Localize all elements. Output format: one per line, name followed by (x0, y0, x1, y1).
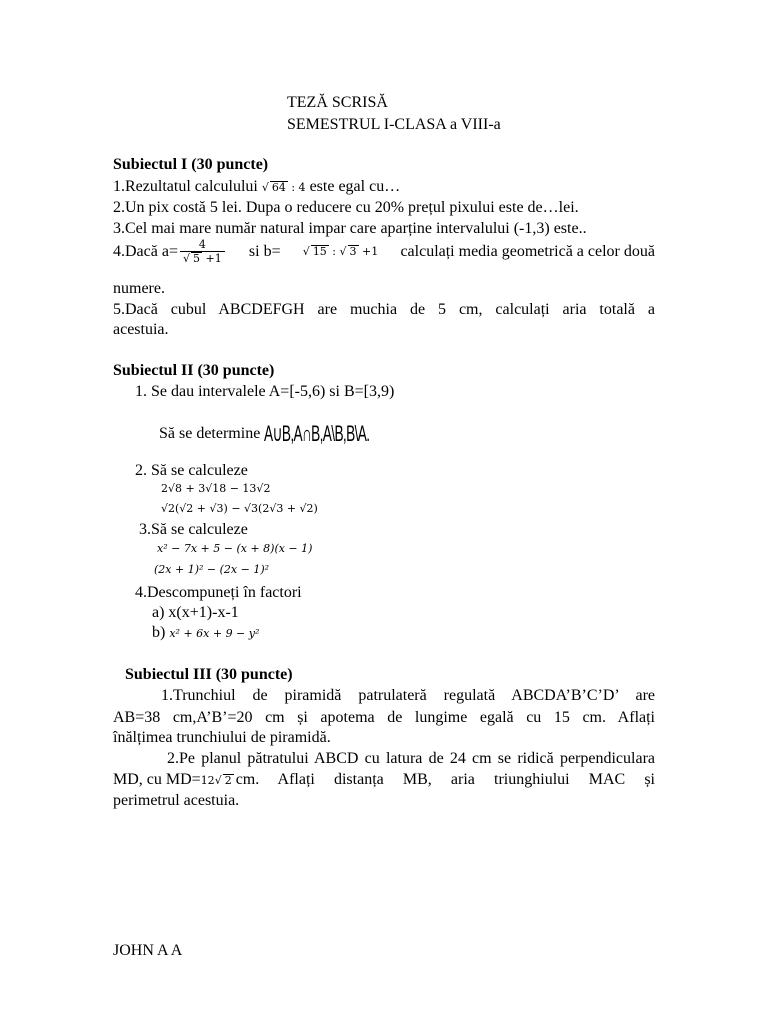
s3-p2-md-coefficient: 12 (200, 773, 215, 787)
s2-item-2-expression-1: 2√8 + 3√18 − 13√2 (161, 482, 271, 495)
s1-q4-b-label: si b= (248, 242, 281, 260)
s1-q1-suffix: este egal cu… (309, 178, 401, 195)
s1-q4-suffix: calculați media geometrică a celor două (400, 242, 655, 260)
s3-p2-suffix: cm. Aflați distanța MB, aria triunghiului MAC și (235, 771, 655, 788)
s2-item-4: 4.Descompuneți în factori (135, 584, 302, 601)
s1-q4-b-rest: +1 (358, 245, 379, 258)
section-2-heading: Subiectul II (30 puncte) (113, 362, 275, 379)
document-subtitle: SEMESTRUL I-CLASA a VIII-a (287, 116, 501, 133)
s1-q4-b-expression (303, 245, 378, 258)
s2-item-2-expression-2: √2(√2 + √3) − √3(2√3 + √2) (161, 502, 318, 515)
s1-question-4-continued: numere. (113, 280, 165, 297)
s3-problem-1-line-3: înălțimea trunchiului de piramidă. (113, 729, 331, 746)
s1-q4-den-radicand: 5 (193, 252, 200, 265)
s1-question-5-line-1: 5.Dacă cubul ABCDEFGH are muchia de 5 cm, calculați aria totală a (113, 301, 655, 318)
s1-question-5-line-2: acestuia. (113, 321, 169, 338)
s1-q4-numerator: 4 (198, 238, 206, 251)
s3-p2-md-value (201, 774, 234, 787)
s2-item-2: 2. Să se calculeze (135, 462, 248, 479)
s1-q1-divisor: : 4 (287, 181, 306, 194)
s2-item-3: 3.Să se calculeze (139, 521, 248, 538)
s2-item-4-b-label: b) (152, 624, 166, 641)
s3-problem-2-line-3: perimetrul acestuia. (113, 792, 240, 809)
s1-q1-expression (262, 181, 306, 194)
s3-problem-1-line-2: AB=38 cm,A’B’=20 cm și apotema de lungime egală cu 15 cm. Aflați (113, 709, 655, 726)
section-1-heading: Subiectul I (30 puncte) (113, 156, 269, 173)
s1-q4-den-rest: +1 (202, 252, 222, 265)
s1-q4-denominator (180, 251, 225, 265)
s2-item-1: 1. Se dau intervalele A=[-5,6) si B=[3,9) (135, 383, 395, 400)
s1-q4-b-radicand-1: 15 (312, 245, 327, 258)
s2-item-1-set-operations: A∪B,A∩B,A\B,B\A. (264, 421, 370, 446)
s1-question-1 (113, 178, 400, 196)
s3-problem-2-line-2 (113, 771, 655, 789)
s1-question-4 (113, 238, 655, 265)
s3-problem-2-line-1: 2.Pe planul pătratului ABCD cu latura de 24 cm se ridică perpendiculara (167, 750, 655, 767)
section-3-heading: Subiectul III (30 puncte) (125, 666, 293, 683)
s1-q4-b-radicand-2: 3 (349, 245, 357, 258)
s2-item-1-sub (159, 421, 434, 447)
s1-q1-prefix: 1.Rezultatul calculului (113, 178, 258, 195)
s1-q1-radicand: 64 (271, 181, 286, 194)
s2-item-3-expression-2: (2x + 1)² − (2x − 1)² (154, 563, 270, 576)
s1-q4-b-op: : (328, 245, 340, 258)
s2-item-1-sub-label: Să se determine (159, 425, 261, 442)
s3-p2-md-radicand: 2 (224, 773, 232, 787)
s1-question-3: 3.Cel mai mare număr natural impar care aparține intervalului (-1,3) este.. (113, 220, 587, 237)
s1-q4-fraction (180, 238, 225, 265)
s2-item-4-b (152, 624, 259, 642)
document-title: TEZĂ SCRISĂ (287, 94, 388, 111)
s2-item-4-b-expression: x² + 6x + 9 − y² (169, 626, 260, 640)
s1-q4-prefix: 4.Dacă a= (113, 242, 178, 260)
author-name: JOHN A A (113, 942, 183, 959)
s3-p2-prefix: MD, cu MD= (113, 771, 201, 788)
s1-question-2: 2.Un pix costă 5 lei. Dupa o reducere cu 20% prețul pixului este de…lei. (113, 199, 579, 216)
s2-item-3-expression-1: x² − 7x + 5 − (x + 8)(x − 1) (157, 542, 313, 555)
s2-item-4-a: a) x(x+1)-x-1 (152, 604, 239, 621)
s3-problem-1-line-1: 1.Trunchiul de piramidă patrulateră regulată ABCDA’B’C’D’ are (161, 687, 655, 704)
